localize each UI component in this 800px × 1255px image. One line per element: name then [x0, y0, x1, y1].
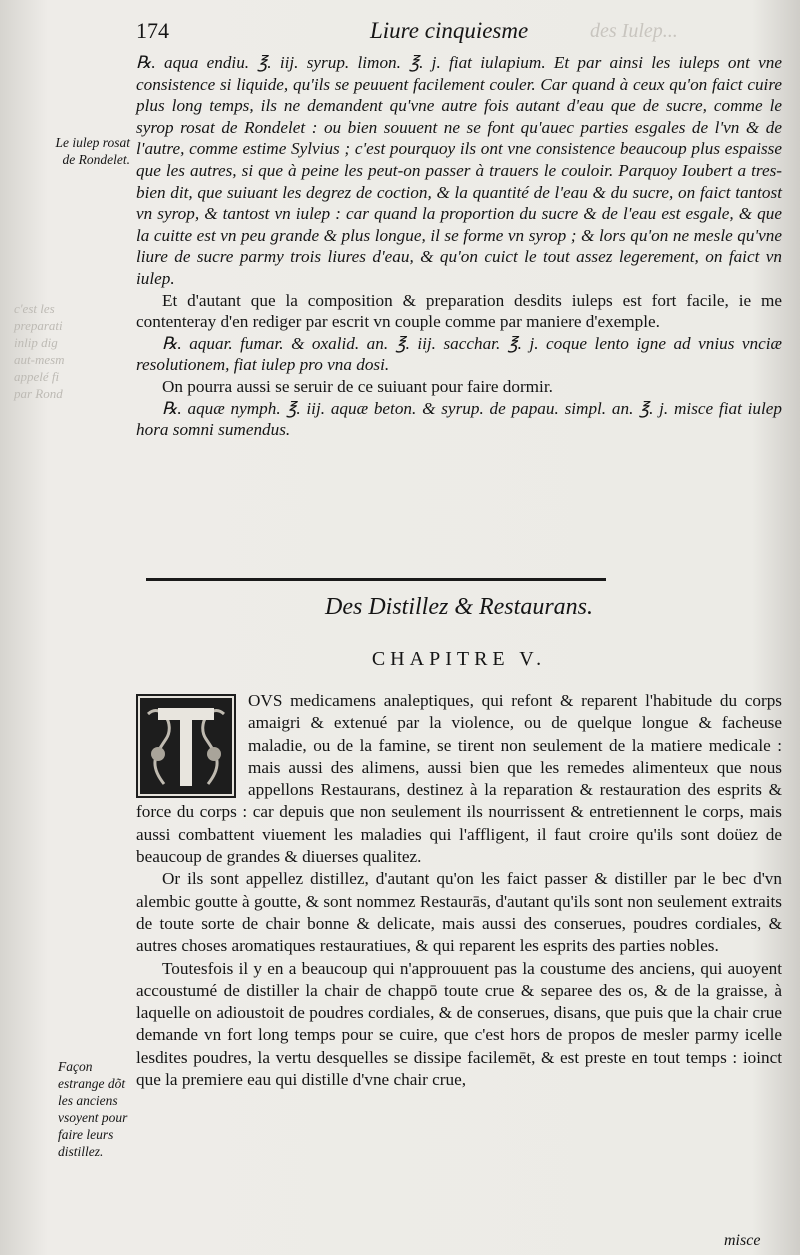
- page-number: 174: [136, 18, 169, 43]
- body-paragraph: On pourra aussi se seruir de ce suiuant pour faire dormir.: [162, 376, 553, 396]
- bleed-line: inlip dig: [14, 335, 58, 350]
- bleed-line: preparati: [14, 318, 63, 333]
- svg-text:T: T: [186, 791, 187, 792]
- margin-note-iulep-rosat: Le iulep rosat de Rondelet.: [55, 135, 130, 167]
- recipe-paragraph: ℞. aquar. fumar. & oxalid. an. ℥. iij. sacchar. ℥. j. coque lento igne ad vnius vnciæ resolutionem, fiat iulep pro vna dosi.: [136, 333, 782, 375]
- catchword: misce: [724, 1232, 761, 1249]
- bleed-line: par Rond: [14, 386, 63, 401]
- body-paragraph: Et d'autant que la composition & preparation desdits iuleps est fort facile, ie me contenteray d'en rediger par escrit vn couple comme par maniere d'exemple.: [136, 290, 782, 332]
- bleed-through-text: [14, 300, 65, 402]
- section-title: Des Distillez & Restaurans.: [325, 594, 593, 620]
- chapter-paragraph: OVS medicamens analeptiques, qui refont & reparent l'habitude du corps amaigri & extenué par la violence, ou de quelque longue & facheuse maladie, ou de la famine, se tirent non seulement de la matiere medicale : mais aussi des alimens, aussi bien que les remedes alimenteux que nous appellons Restaurans, destinez à la reparation & restauration des esprits & force du corps : car depuis que non seulement ils nourrissent & entretiennent le corps, mais aussi combattent viuement les maladies qui l'affligent, il faut croire qu'ils sont doüez de beaucoup de grandes & diuerses qualitez.: [136, 691, 782, 867]
- margin-note-facon-estrange: Façon estrange dõt les anciens vsoyent pour faire leurs distillez.: [58, 1059, 128, 1159]
- recipe-paragraph: ℞. aquæ nymph. ℥. iij. aquæ beton. & syrup. de papau. simpl. an. ℥. j. misce fiat iulep hora somni sumendus.: [136, 398, 782, 440]
- ornament-icon: [136, 694, 236, 798]
- recipe-paragraph: ℞. aqua endiu. ℥. iij. syrup. limon. ℥. j. fiat iulapium. Et par ainsi les iuleps ont vne consistence si liquide, qu'ils se peuuent facilement couler. Car quand à ceux qu'on faict cuire plus long temps, ils ne demandent qu'vne autre fois autant d'eau que de sucre, comme le syrop rosat de Rondelet : ou bien souuent ne se font qu'auec parties esgales de l'vn & de l'autre, comme estime Sylvius ; c'est pourquoy ils ont vne consistence beaucoup plus espaisse que les autres, si que à peine les peut-on passer à trauers le couloir. Parquoy Ioubert a tres-bien dit, que suiuant les degrez de coction, & la quantité de l'eau & du sucre, on faict tantost vn syrop, & tantost vn iulep : car quand la proportion du sucre & de l'eau est esgale, & que la cuitte est vn peu grande & plus longue, il se forme vn syrop ; & lors qu'on ne mesle qu'vne liure de sucre parmy trois liures d'eau, & qu'on cuict le tout assez legerement, on faict vn iulep.: [136, 53, 782, 288]
- section-divider: [146, 578, 606, 581]
- chapter-heading: CHAPITRE V.: [371, 648, 547, 670]
- running-head: [0, 18, 800, 52]
- bleed-line: appelé fi: [14, 369, 60, 384]
- running-title: Liure cinquiesme: [370, 18, 529, 43]
- decorated-initial-icon: [136, 694, 236, 798]
- bleed-line: c'est les: [14, 301, 55, 316]
- bleed-header: des Iulep...: [590, 20, 678, 42]
- chapter-paragraph: Or ils sont appellez distillez, d'autant qu'on les faict passer & distiller par le bec d'vn alembic goutte à goutte, & sont nommez Restaurās, d'autant qu'ils sont non seulement extraits de toute sorte de chair bonne & delicate, mais aussi des conserues, poudres cordiales, & autres choses aromatiques restauratiues, & qui reparent les esprits des parties nobles.: [136, 869, 782, 956]
- chapter-body: [136, 690, 782, 1091]
- chapter-paragraph: Toutesfois il y en a beaucoup qui n'approuuent pas la coustume des anciens, qui auoyent accoustumé de distiller la chair de chappō toute crue & separee des os, & de la graisse, à laquelle on adioustoit de poudres cordiales, & de conserues, disans, que puis que la chair crue demande vn fort long temps pour se cuire, que c'est hors de propos de mesler parmy icelle lesdites poudres, la vertu desquelles se dissipe facilemēt, & est preste en tout temps : ioinct que la premiere eau qui distille d'vne chair crue,: [136, 958, 782, 1090]
- bleed-line: aut-mesm: [14, 352, 65, 367]
- body-text-top: [136, 52, 782, 441]
